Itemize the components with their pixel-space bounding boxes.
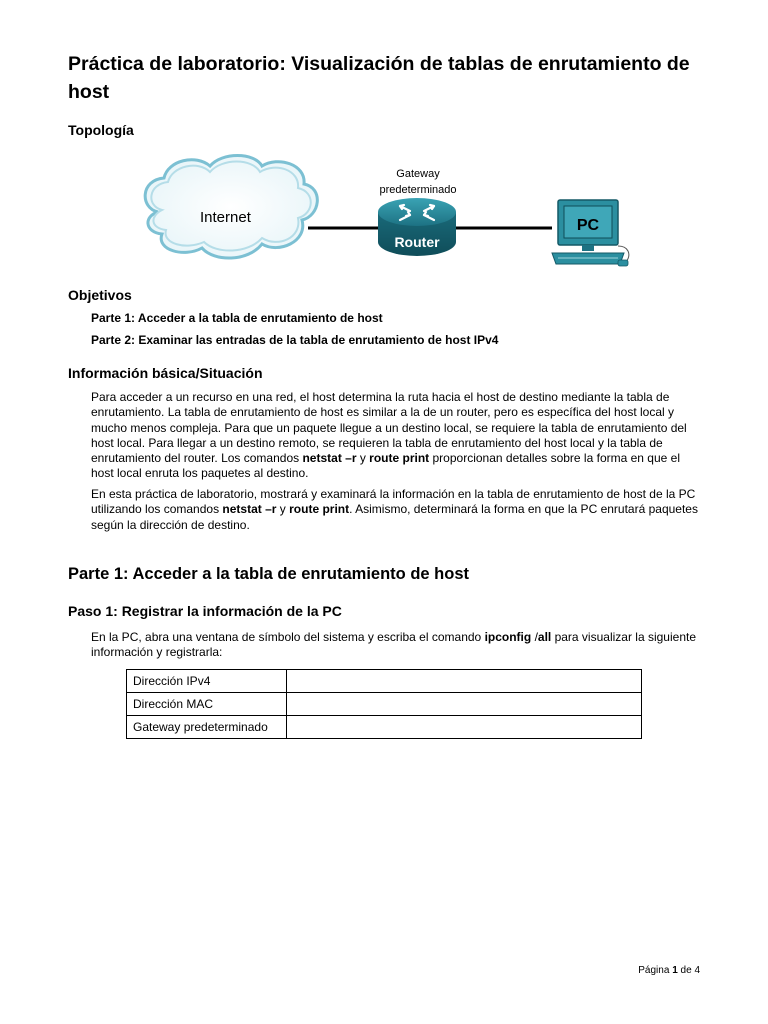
background-paragraph-2: En esta práctica de laboratorio, mostrará y examinará la información en la tabla de enrutamiento de host de la PC utilizando los comandos netstat –r y route print. Asimismo, determinará la forma en que la PC enrutará paquetes según la dirección de destino. [91,487,698,532]
command-netstat: netstat –r [302,451,357,466]
page-title: Práctica de laboratorio: Visualización de tablas de enrutamiento de host [68,53,690,103]
table-row [127,670,642,693]
page-number: 1 [672,965,678,976]
topology-diagram [138,150,638,275]
background-heading: Información básica/Situación [68,365,263,381]
topology-heading: Topología [68,122,134,138]
objective-item: Parte 2: Examinar las entradas de la tabla de enrutamiento de host IPv4 [91,333,499,347]
router-label: Router [394,234,440,250]
part1-heading: Parte 1: Acceder a la tabla de enrutamiento de host [68,565,470,583]
mac-label: Dirección MAC [127,693,287,716]
step1-heading: Paso 1: Registrar la información de la PC [68,603,342,619]
ipv4-label: Dirección IPv4 [127,670,287,693]
command-all: all [537,630,552,644]
page-footer: Página 1 de 4 [638,965,700,976]
page-total: 4 [694,965,700,976]
objectives-heading: Objetivos [68,287,132,303]
gateway-label: Gateway predeterminado [127,716,287,739]
pc-label: PC [576,217,600,234]
command-route-print: route print [369,451,430,466]
internet-label: Internet [200,209,251,226]
table-row [127,716,642,739]
command-route-print: route print [289,502,350,517]
gateway-label-line1: Gateway [396,168,440,180]
pc-info-table [126,669,642,739]
command-ipconfig: ipconfig [484,630,532,644]
mac-value-field[interactable] [287,693,642,716]
objective-item: Parte 1: Acceder a la tabla de enrutamiento de host [91,311,383,325]
gateway-value-field[interactable] [287,716,642,739]
ipv4-value-field[interactable] [287,670,642,693]
step1-instructions: En la PC, abra una ventana de símbolo del sistema y escriba el comando ipconfig /all para visualizar la siguiente información y registrarla: [91,630,696,660]
gateway-label-line2: predeterminado [379,184,457,196]
background-paragraph-1: Para acceder a un recurso en una red, el host determina la ruta hacia el host de destino mediante la tabla de enrutamiento. La tabla de enrutamiento de host es similar a la de un router, pero es específica del host local y mucho menos compleja. Para que un paquete llegue a un destino local, se requiere la tabla de enrutamiento del host local. Para llegar a un destino remoto, se requieren la tabla de enrutamiento del host local y la tabla de enrutamiento del router. Los comandos netstat –r y route print proporcionan detalles sobre la forma en que el host local enruta los paquetes al destino. [91,390,687,481]
table-row [127,693,642,716]
internet-cloud-icon [145,156,317,259]
command-netstat: netstat –r [222,502,277,517]
